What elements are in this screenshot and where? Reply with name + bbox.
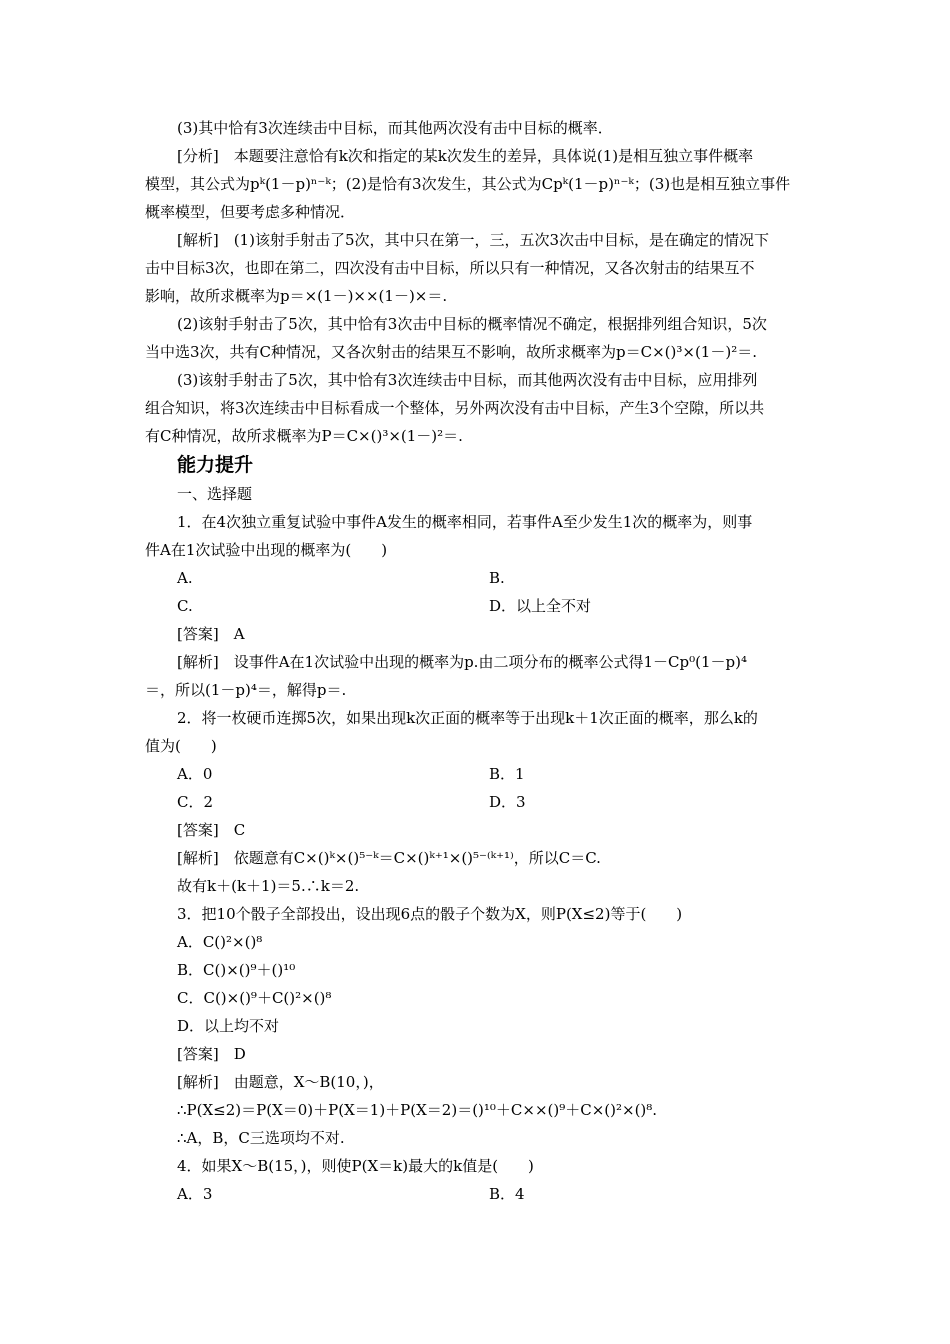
q1-stem-line1: 1．在4次独立重复试验中事件A发生的概率相同，若事件A至少发生1次的概率为，则事	[177, 513, 753, 531]
q2-option-d: D．3	[489, 793, 526, 811]
q3-stem: 3．把10个骰子全部投出，设出现6点的骰子个数为X，则P(X≤2)等于( )	[177, 905, 683, 923]
q1-answer: [答案] A	[177, 625, 245, 643]
para-s1-5: 击中目标3次，也即在第二，四次没有击中目标，所以只有一种情况，又各次射击的结果互不	[145, 259, 755, 277]
q2-option-a: A．0	[177, 765, 213, 783]
q2-options-row1	[145, 760, 810, 788]
q4-option-b: B．4	[489, 1185, 525, 1203]
q1-option-b: B.	[489, 569, 505, 587]
para-s1-3: 概率模型，但要考虑多种情况．	[145, 203, 356, 221]
q4-option-a: A．3	[177, 1185, 213, 1203]
para-s1-4: [解析] (1)该射手射击了5次，其中只在第一，三，五次3次击中目标，是在确定的情况下	[177, 231, 770, 249]
q3-analysis-line2: ∴P(X≤2)＝P(X＝0)＋P(X＝1)＋P(X＝2)＝()¹⁰＋C××()⁹＋C×()²×()⁸.	[177, 1101, 658, 1119]
q3-analysis-line1: [解析] 由题意，X～B(10，)，	[177, 1073, 384, 1091]
q1-analysis-line1: [解析] 设事件A在1次试验中出现的概率为p.由二项分布的概率公式得1－Cp⁰(1－p)⁴	[177, 653, 747, 671]
q1-option-a: A.	[177, 569, 193, 587]
para-s1-9: (3)该射手射击了5次，其中恰有3次连续击中目标，而其他两次没有击中目标，应用排列	[177, 371, 758, 389]
q2-analysis-line2: 故有k＋(k＋1)＝5.∴k＝2.	[177, 877, 360, 895]
section-heading: 能力提升	[177, 454, 254, 476]
para-s1-10: 组合知识，将3次连续击中目标看成一个整体，另外两次没有击中目标，产生3个空隙，所以共	[145, 399, 765, 417]
q4-stem: 4．如果X～B(15，)，则使P(X＝k)最大的k值是( )	[177, 1157, 534, 1175]
q1-options-row1	[145, 564, 810, 592]
subheading: 一、选择题	[177, 485, 253, 503]
q4-options-row1	[145, 1180, 810, 1208]
q2-options-row2	[145, 788, 810, 816]
q3-option-d: D．以上均不对	[177, 1017, 280, 1035]
para-s1-11: 有C种情况，故所求概率为P＝C×()³×(1－)²＝.	[145, 427, 463, 445]
q1-option-d: D．以上全不对	[489, 597, 592, 615]
q1-stem-line2: 件A在1次试验中出现的概率为( )	[145, 541, 388, 559]
q3-answer: [答案] D	[177, 1045, 246, 1063]
q2-stem-line2: 值为( )	[145, 737, 217, 755]
q3-option-b: B．C()×()⁹＋()¹⁰	[177, 961, 296, 979]
q2-option-b: B．1	[489, 765, 525, 783]
document-body	[145, 114, 810, 1208]
q3-analysis-line3: ∴A，B，C三选项均不对.	[177, 1129, 345, 1147]
q2-stem-line1: 2．将一枚硬币连掷5次，如果出现k次正面的概率等于出现k＋1次正面的概率，那么k的	[177, 709, 758, 727]
para-s1-0: (3)其中恰有3次连续击中目标，而其他两次没有击中目标的概率．	[177, 119, 613, 137]
q3-option-c: C．C()×()⁹＋C()²×()⁸	[177, 989, 332, 1007]
para-s1-8: 当中选3次，共有C种情况，又各次射击的结果互不影响，故所求概率为p＝C×()³×(1－)²＝.	[145, 343, 757, 361]
para-s1-7: (2)该射手射击了5次，其中恰有3次击中目标的概率情况不确定，根据排列组合知识，5次	[177, 315, 767, 333]
q2-option-c: C．2	[177, 793, 214, 811]
q1-analysis-line2: ＝，所以(1－p)⁴＝，解得p＝.	[145, 681, 347, 699]
q1-options-row2	[145, 592, 810, 620]
para-s1-2: 模型，其公式为pᵏ(1－p)ⁿ⁻ᵏ；(2)是恰有3次发生，其公式为Cpᵏ(1－p)ⁿ⁻ᵏ；(3)也是相互独立事件	[145, 175, 791, 193]
q1-option-c: C.	[177, 597, 193, 615]
q2-analysis-line1: [解析] 依题意有C×()ᵏ×()⁵⁻ᵏ＝C×()ᵏ⁺¹×()⁵⁻⁽ᵏ⁺¹⁾，所以C＝C.	[177, 849, 601, 867]
para-s1-6: 影响，故所求概率为p＝×(1－)××(1－)×＝.	[145, 287, 448, 305]
q2-answer: [答案] C	[177, 821, 246, 839]
para-s1-1: [分析] 本题要注意恰有k次和指定的某k次发生的差异，具体说(1)是相互独立事件概率	[177, 147, 754, 165]
q3-option-a: A．C()²×()⁸	[177, 933, 263, 951]
